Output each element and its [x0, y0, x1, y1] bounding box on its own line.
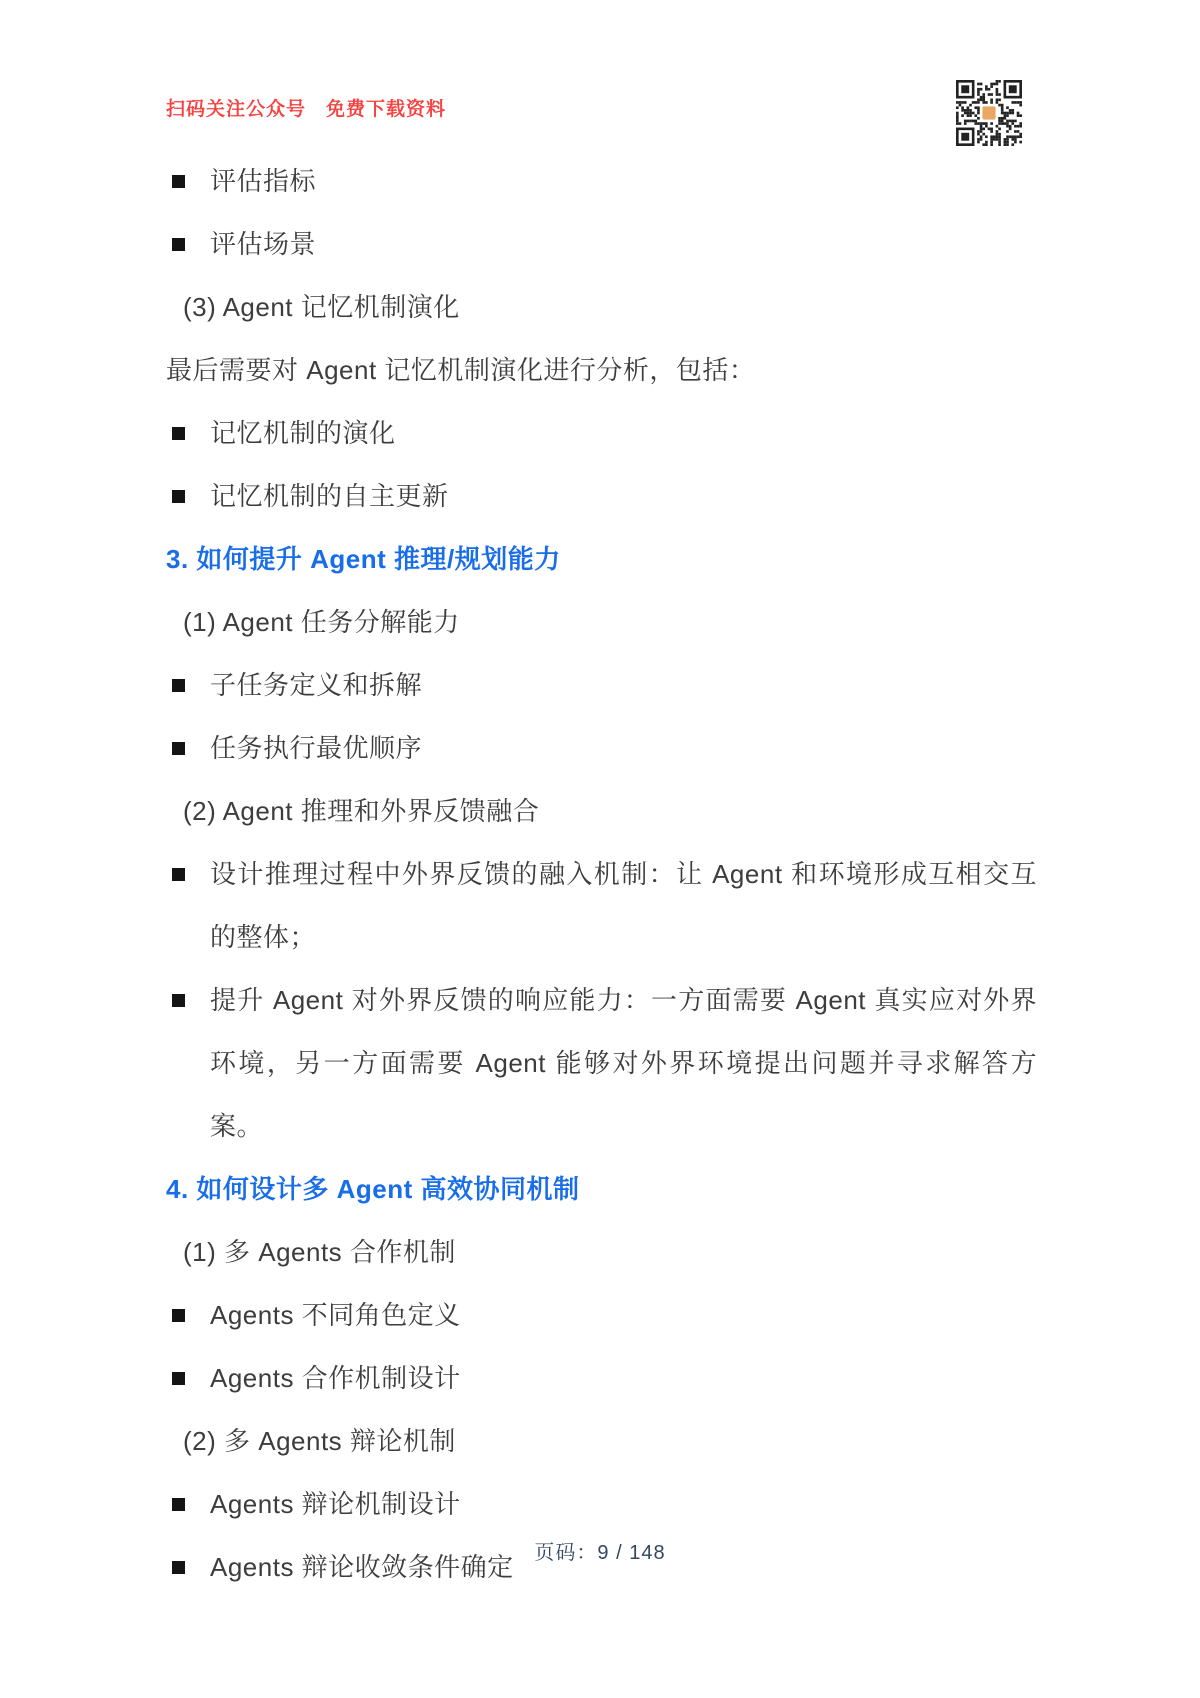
bullet-square-icon	[172, 1372, 185, 1385]
bullet-square-icon	[172, 994, 185, 1007]
list-item-text: Agents 辩论机制设计	[210, 1489, 461, 1519]
list-item	[166, 402, 1037, 465]
list-item-text: Agents 合作机制设计	[210, 1363, 461, 1393]
bullet-square-icon	[172, 175, 185, 188]
list-item	[166, 150, 1037, 213]
list-item-text: 评估指标	[210, 166, 317, 196]
list-item-text: 任务执行最优顺序	[210, 733, 423, 763]
bullet-square-icon	[172, 742, 185, 755]
bullet-square-icon	[172, 1498, 185, 1511]
header-notice: 扫码关注公众号 免费下载资料	[166, 99, 447, 120]
list-item	[166, 654, 1037, 717]
bullet-square-icon	[172, 490, 185, 503]
list-item	[166, 843, 1037, 969]
list-item-text: 记忆机制的演化	[210, 418, 396, 448]
numbered-item: (3) Agent 记忆机制演化	[183, 292, 460, 322]
list-item	[166, 213, 1037, 276]
list-item-text: 提升 Agent 对外界反馈的响应能力：一方面需要 Agent 真实应对外界环境，另一方面需要 Agent 能够对外界环境提出问题并寻求解答方案。	[210, 985, 1037, 1141]
numbered-item: (2) Agent 推理和外界反馈融合	[183, 796, 540, 826]
list-item-text: 记忆机制的自主更新	[210, 481, 449, 511]
list-item	[166, 1473, 1037, 1536]
paragraph: 最后需要对 Agent 记忆机制演化进行分析，包括：	[166, 355, 756, 385]
numbered-item: (1) Agent 任务分解能力	[183, 607, 460, 637]
bullet-square-icon	[172, 238, 185, 251]
list-item-text: Agents 辩论收敛条件确定	[210, 1552, 514, 1582]
bullet-square-icon	[172, 868, 185, 881]
list-item	[166, 969, 1037, 1158]
document-body	[166, 150, 1037, 1599]
numbered-item: (2) 多 Agents 辩论机制	[183, 1426, 456, 1456]
numbered-item: (1) 多 Agents 合作机制	[183, 1237, 456, 1267]
list-item-text: 子任务定义和拆解	[210, 670, 423, 700]
section-heading: 3. 如何提升 Agent 推理/规划能力	[166, 544, 561, 574]
bullet-square-icon	[172, 427, 185, 440]
list-item-text: 评估场景	[210, 229, 317, 259]
list-item-text: Agents 不同角色定义	[210, 1300, 461, 1330]
list-item	[166, 717, 1037, 780]
qr-code-icon	[956, 80, 1022, 146]
list-item	[166, 1347, 1037, 1410]
bullet-square-icon	[172, 679, 185, 692]
bullet-square-icon	[172, 1309, 185, 1322]
list-item	[166, 1284, 1037, 1347]
list-item	[166, 465, 1037, 528]
section-heading: 4. 如何设计多 Agent 高效协同机制	[166, 1174, 580, 1204]
page-number-footer: 页码：9 / 148	[534, 1542, 666, 1564]
list-item-text: 设计推理过程中外界反馈的融入机制：让 Agent 和环境形成互相交互的整体；	[210, 859, 1037, 952]
